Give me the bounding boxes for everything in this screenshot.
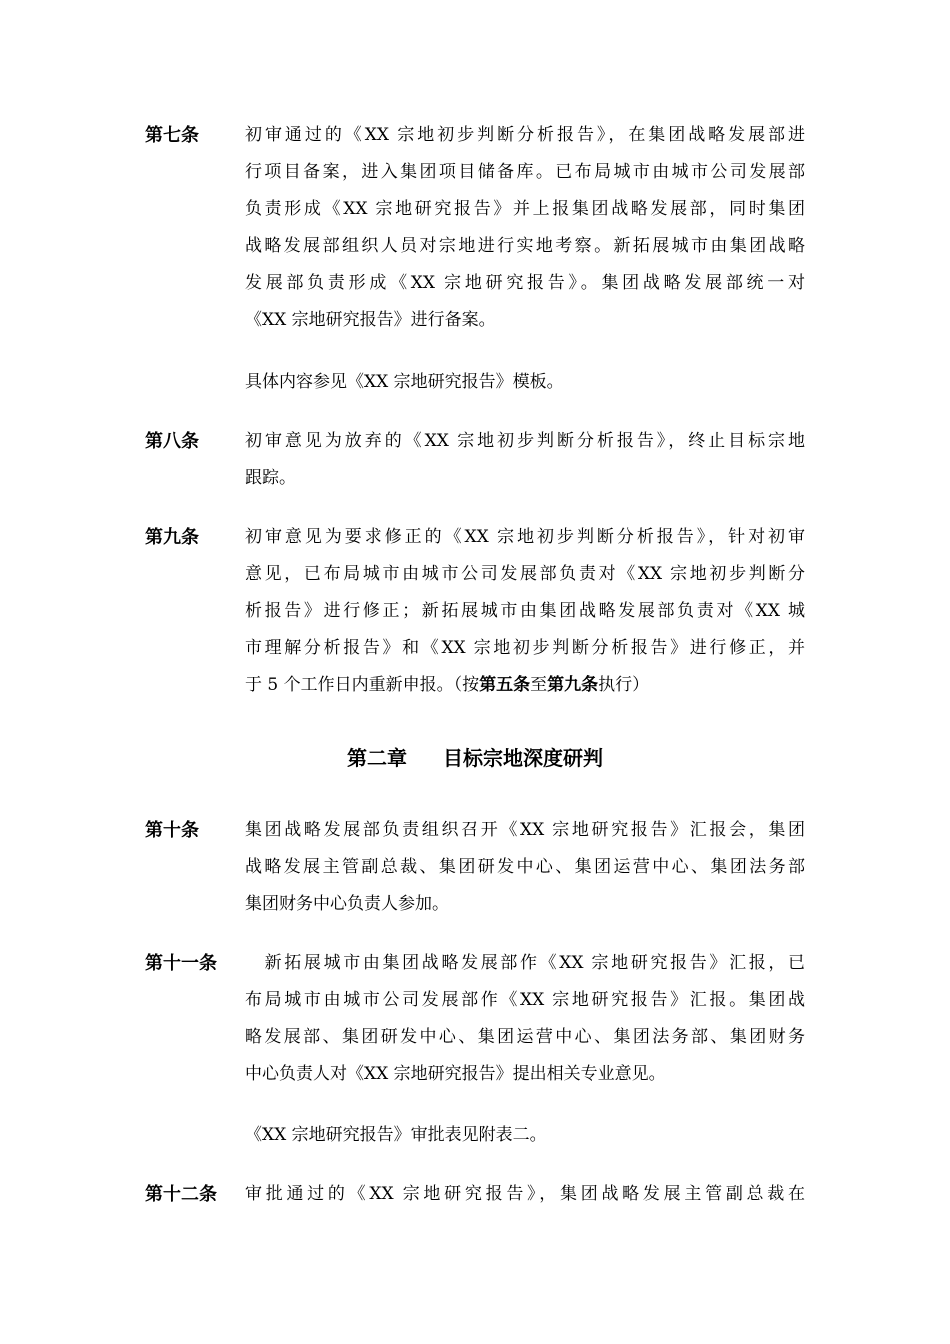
article-12 bbox=[145, 1176, 810, 1213]
text-line: 负责形成《XX 宗地研究报告》并上报集团战略发展部，同时集团 bbox=[245, 199, 805, 219]
text-segment: 于 5 个工作日内重新申报。（按 bbox=[245, 675, 480, 695]
text-line: 初审通过的《XX 宗地初步判断分析报告》，在集团战略发展部进 bbox=[245, 125, 805, 145]
text-segment: 至 bbox=[530, 675, 548, 695]
article-label: 第十二条 bbox=[145, 1184, 217, 1205]
text-line: 布局城市由城市公司发展部作《XX 宗地研究报告》汇报。集团战 bbox=[245, 990, 805, 1010]
text-segment: 执行） bbox=[598, 675, 650, 695]
text-line: 初审意见为要求修正的《XX 宗地初步判断分析报告》，针对初审 bbox=[245, 527, 805, 547]
article-label: 第十一条 bbox=[145, 953, 217, 974]
article-9 bbox=[145, 519, 810, 704]
article-11-note: 《XX 宗地研究报告》审批表见附表二。 bbox=[245, 1125, 547, 1145]
article-body bbox=[245, 117, 805, 339]
article-body bbox=[245, 945, 805, 1093]
article-reference: 第九条 bbox=[547, 675, 599, 695]
article-label: 第八条 bbox=[145, 431, 199, 452]
article-body bbox=[245, 812, 805, 923]
text-line: 发展部负责形成《XX 宗地研究报告》。集团战略发展部统一对 bbox=[245, 273, 805, 293]
text-line: 战略发展主管副总裁、集团研发中心、集团运营中心、集团法务部 bbox=[245, 857, 805, 877]
article-label: 第十条 bbox=[145, 820, 199, 841]
text-line: 集团财务中心负责人参加。 bbox=[245, 894, 449, 914]
article-label: 第七条 bbox=[145, 125, 199, 146]
article-10 bbox=[145, 812, 810, 923]
chapter-number: 第二章 bbox=[347, 746, 407, 770]
article-body bbox=[245, 423, 805, 497]
text-line: 略发展部、集团研发中心、集团运营中心、集团法务部、集团财务 bbox=[245, 1027, 805, 1047]
article-reference: 第五条 bbox=[479, 675, 531, 695]
text-line bbox=[245, 667, 805, 704]
text-line: 《XX 宗地研究报告》进行备案。 bbox=[245, 310, 496, 330]
chapter-title: 目标宗地深度研判 bbox=[443, 746, 603, 770]
text-line: 审批通过的《XX 宗地研究报告》，集团战略发展主管副总裁在 bbox=[245, 1184, 805, 1204]
text-line: 析报告》进行修正；新拓展城市由集团战略发展部负责对《XX 城 bbox=[245, 601, 805, 621]
article-8 bbox=[145, 423, 810, 497]
text-line: 初审意见为放弃的《XX 宗地初步判断分析报告》，终止目标宗地 bbox=[245, 431, 805, 451]
text-line: 战略发展部组织人员对宗地进行实地考察。新拓展城市由集团战略 bbox=[245, 236, 805, 256]
text-line: 新拓展城市由集团战略发展部作《XX 宗地研究报告》汇报，已 bbox=[245, 953, 805, 973]
article-body bbox=[245, 1176, 805, 1213]
article-7 bbox=[145, 117, 810, 339]
article-body bbox=[245, 519, 805, 704]
text-line: 市理解分析报告》和《XX 宗地初步判断分析报告》进行修正，并 bbox=[245, 638, 805, 658]
text-line: 集团战略发展部负责组织召开《XX 宗地研究报告》汇报会，集团 bbox=[245, 820, 805, 840]
article-11 bbox=[145, 945, 810, 1093]
text-line: 跟踪。 bbox=[245, 468, 296, 488]
text-line: 意见，已布局城市由城市公司发展部负责对《XX 宗地初步判断分 bbox=[245, 564, 805, 584]
text-line: 行项目备案，进入集团项目储备库。已布局城市由城市公司发展部 bbox=[245, 162, 805, 182]
chapter-heading bbox=[0, 740, 950, 777]
text-line: 中心负责人对《XX 宗地研究报告》提出相关专业意见。 bbox=[245, 1064, 666, 1084]
article-label: 第九条 bbox=[145, 527, 199, 548]
article-7-note: 具体内容参见《XX 宗地研究报告》模板。 bbox=[245, 372, 564, 392]
